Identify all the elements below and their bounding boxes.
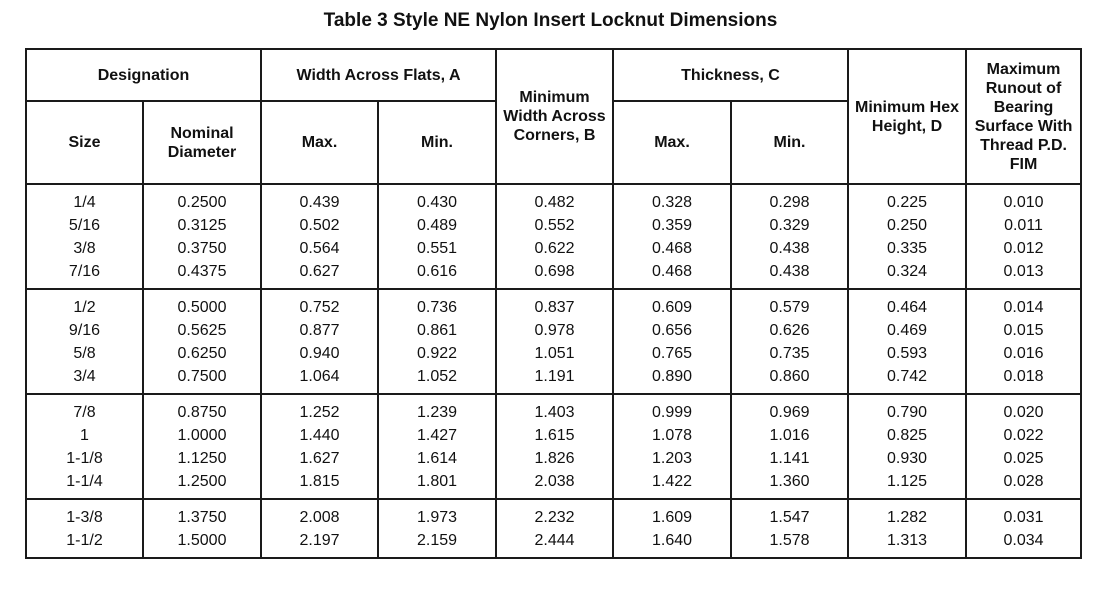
cell-size: 1/4 xyxy=(26,184,143,214)
cell-max-runout: 0.031 xyxy=(966,499,1081,529)
cell-max-runout: 0.025 xyxy=(966,447,1081,470)
cell-nominal-diameter: 1.2500 xyxy=(143,470,261,499)
cell-min-hex-height: 0.825 xyxy=(848,424,966,447)
cell-nominal-diameter: 0.7500 xyxy=(143,365,261,394)
header-nominal-diameter: Nominal Diameter xyxy=(143,101,261,184)
cell-thickness-max: 0.609 xyxy=(613,289,731,319)
cell-size: 1-3/8 xyxy=(26,499,143,529)
cell-thickness-min: 0.438 xyxy=(731,260,848,289)
table-row xyxy=(26,447,1081,470)
cell-thickness-max: 0.328 xyxy=(613,184,731,214)
cell-min-hex-height: 0.930 xyxy=(848,447,966,470)
cell-nominal-diameter: 0.3125 xyxy=(143,214,261,237)
cell-min-hex-height: 0.593 xyxy=(848,342,966,365)
cell-width-max: 1.064 xyxy=(261,365,378,394)
cell-min-width-across-corners: 1.826 xyxy=(496,447,613,470)
cell-thickness-min: 1.578 xyxy=(731,529,848,558)
cell-thickness-min: 0.626 xyxy=(731,319,848,342)
cell-max-runout: 0.016 xyxy=(966,342,1081,365)
cell-thickness-min: 0.735 xyxy=(731,342,848,365)
cell-width-min: 0.430 xyxy=(378,184,496,214)
cell-width-max: 2.197 xyxy=(261,529,378,558)
cell-width-max: 0.502 xyxy=(261,214,378,237)
cell-width-min: 0.551 xyxy=(378,237,496,260)
cell-min-width-across-corners: 0.978 xyxy=(496,319,613,342)
cell-min-width-across-corners: 1.051 xyxy=(496,342,613,365)
cell-max-runout: 0.013 xyxy=(966,260,1081,289)
cell-width-max: 1.440 xyxy=(261,424,378,447)
cell-size: 1-1/2 xyxy=(26,529,143,558)
cell-thickness-min: 1.547 xyxy=(731,499,848,529)
cell-min-width-across-corners: 1.191 xyxy=(496,365,613,394)
table-row xyxy=(26,470,1081,499)
cell-thickness-max: 0.765 xyxy=(613,342,731,365)
cell-thickness-max: 1.422 xyxy=(613,470,731,499)
cell-thickness-max: 1.203 xyxy=(613,447,731,470)
cell-max-runout: 0.018 xyxy=(966,365,1081,394)
cell-width-min: 1.239 xyxy=(378,394,496,424)
cell-width-min: 0.616 xyxy=(378,260,496,289)
cell-thickness-min: 1.016 xyxy=(731,424,848,447)
cell-max-runout: 0.034 xyxy=(966,529,1081,558)
cell-min-hex-height: 0.464 xyxy=(848,289,966,319)
cell-max-runout: 0.015 xyxy=(966,319,1081,342)
cell-nominal-diameter: 1.0000 xyxy=(143,424,261,447)
cell-size: 1 xyxy=(26,424,143,447)
cell-max-runout: 0.012 xyxy=(966,237,1081,260)
cell-thickness-min: 0.298 xyxy=(731,184,848,214)
cell-nominal-diameter: 0.5625 xyxy=(143,319,261,342)
cell-min-width-across-corners: 0.698 xyxy=(496,260,613,289)
cell-size: 5/8 xyxy=(26,342,143,365)
cell-width-max: 0.752 xyxy=(261,289,378,319)
cell-min-width-across-corners: 2.232 xyxy=(496,499,613,529)
table-row xyxy=(26,394,1081,424)
cell-min-width-across-corners: 2.038 xyxy=(496,470,613,499)
cell-width-min: 2.159 xyxy=(378,529,496,558)
cell-min-width-across-corners: 1.403 xyxy=(496,394,613,424)
cell-width-min: 0.861 xyxy=(378,319,496,342)
header-width-across-flats: Width Across Flats, A xyxy=(261,49,496,101)
cell-size: 7/8 xyxy=(26,394,143,424)
cell-min-hex-height: 1.313 xyxy=(848,529,966,558)
cell-nominal-diameter: 0.8750 xyxy=(143,394,261,424)
cell-max-runout: 0.020 xyxy=(966,394,1081,424)
cell-thickness-min: 0.438 xyxy=(731,237,848,260)
table-row xyxy=(26,260,1081,289)
cell-nominal-diameter: 0.5000 xyxy=(143,289,261,319)
locknut-dimensions-table xyxy=(25,48,1082,559)
cell-width-min: 0.736 xyxy=(378,289,496,319)
cell-width-min: 1.052 xyxy=(378,365,496,394)
cell-nominal-diameter: 0.2500 xyxy=(143,184,261,214)
cell-width-max: 1.627 xyxy=(261,447,378,470)
cell-size: 3/4 xyxy=(26,365,143,394)
table-row xyxy=(26,319,1081,342)
cell-thickness-min: 1.360 xyxy=(731,470,848,499)
cell-width-max: 0.940 xyxy=(261,342,378,365)
cell-max-runout: 0.028 xyxy=(966,470,1081,499)
cell-min-width-across-corners: 0.622 xyxy=(496,237,613,260)
cell-min-width-across-corners: 1.615 xyxy=(496,424,613,447)
header-size: Size xyxy=(26,101,143,184)
table-row xyxy=(26,499,1081,529)
cell-min-hex-height: 0.335 xyxy=(848,237,966,260)
cell-width-max: 0.564 xyxy=(261,237,378,260)
cell-min-hex-height: 0.469 xyxy=(848,319,966,342)
table-row xyxy=(26,214,1081,237)
header-max-runout: Maximum Runout of Bearing Surface With Thread P.D. FIM xyxy=(966,49,1081,184)
header-thickness: Thickness, C xyxy=(613,49,848,101)
cell-thickness-max: 0.999 xyxy=(613,394,731,424)
header-designation: Designation xyxy=(26,49,261,101)
cell-nominal-diameter: 1.5000 xyxy=(143,529,261,558)
cell-size: 7/16 xyxy=(26,260,143,289)
cell-nominal-diameter: 0.4375 xyxy=(143,260,261,289)
cell-min-hex-height: 1.282 xyxy=(848,499,966,529)
table-row xyxy=(26,289,1081,319)
cell-min-hex-height: 0.324 xyxy=(848,260,966,289)
cell-thickness-max: 0.468 xyxy=(613,260,731,289)
cell-size: 3/8 xyxy=(26,237,143,260)
cell-thickness-min: 1.141 xyxy=(731,447,848,470)
cell-width-max: 2.008 xyxy=(261,499,378,529)
cell-size: 5/16 xyxy=(26,214,143,237)
cell-max-runout: 0.010 xyxy=(966,184,1081,214)
header-thickness-min: Min. xyxy=(731,101,848,184)
cell-width-min: 0.489 xyxy=(378,214,496,237)
table-row xyxy=(26,184,1081,214)
cell-thickness-max: 1.078 xyxy=(613,424,731,447)
table-row xyxy=(26,424,1081,447)
cell-min-hex-height: 1.125 xyxy=(848,470,966,499)
cell-min-width-across-corners: 0.482 xyxy=(496,184,613,214)
cell-nominal-diameter: 0.6250 xyxy=(143,342,261,365)
header-thickness-max: Max. xyxy=(613,101,731,184)
table-row xyxy=(26,342,1081,365)
header-min-hex-height: Minimum Hex Height, D xyxy=(848,49,966,184)
cell-min-hex-height: 0.742 xyxy=(848,365,966,394)
cell-max-runout: 0.022 xyxy=(966,424,1081,447)
cell-nominal-diameter: 1.1250 xyxy=(143,447,261,470)
cell-min-width-across-corners: 0.552 xyxy=(496,214,613,237)
cell-size: 1-1/8 xyxy=(26,447,143,470)
table-row xyxy=(26,529,1081,558)
cell-width-min: 1.614 xyxy=(378,447,496,470)
cell-thickness-max: 0.468 xyxy=(613,237,731,260)
cell-max-runout: 0.014 xyxy=(966,289,1081,319)
cell-thickness-max: 1.640 xyxy=(613,529,731,558)
table-body xyxy=(26,184,1081,558)
cell-size: 1/2 xyxy=(26,289,143,319)
table-row xyxy=(26,365,1081,394)
cell-min-hex-height: 0.250 xyxy=(848,214,966,237)
cell-thickness-max: 0.359 xyxy=(613,214,731,237)
table-row xyxy=(26,237,1081,260)
header-width-min: Min. xyxy=(378,101,496,184)
cell-nominal-diameter: 1.3750 xyxy=(143,499,261,529)
cell-width-max: 0.439 xyxy=(261,184,378,214)
cell-max-runout: 0.011 xyxy=(966,214,1081,237)
cell-width-max: 1.252 xyxy=(261,394,378,424)
cell-thickness-min: 0.860 xyxy=(731,365,848,394)
table-header xyxy=(26,49,1081,184)
cell-min-width-across-corners: 0.837 xyxy=(496,289,613,319)
table-title: Table 3 Style NE Nylon Insert Locknut Dimensions xyxy=(323,10,778,31)
cell-thickness-max: 1.609 xyxy=(613,499,731,529)
cell-nominal-diameter: 0.3750 xyxy=(143,237,261,260)
cell-size: 9/16 xyxy=(26,319,143,342)
cell-min-hex-height: 0.225 xyxy=(848,184,966,214)
cell-min-width-across-corners: 2.444 xyxy=(496,529,613,558)
cell-width-max: 0.627 xyxy=(261,260,378,289)
header-width-max: Max. xyxy=(261,101,378,184)
header-min-width-across-corners: Minimum Width Across Corners, B xyxy=(496,49,613,184)
cell-thickness-min: 0.969 xyxy=(731,394,848,424)
cell-thickness-max: 0.890 xyxy=(613,365,731,394)
cell-thickness-max: 0.656 xyxy=(613,319,731,342)
cell-size: 1-1/4 xyxy=(26,470,143,499)
cell-thickness-min: 0.579 xyxy=(731,289,848,319)
cell-width-min: 1.973 xyxy=(378,499,496,529)
cell-thickness-min: 0.329 xyxy=(731,214,848,237)
cell-width-min: 1.801 xyxy=(378,470,496,499)
cell-width-max: 1.815 xyxy=(261,470,378,499)
cell-width-min: 1.427 xyxy=(378,424,496,447)
cell-min-hex-height: 0.790 xyxy=(848,394,966,424)
cell-width-min: 0.922 xyxy=(378,342,496,365)
cell-width-max: 0.877 xyxy=(261,319,378,342)
